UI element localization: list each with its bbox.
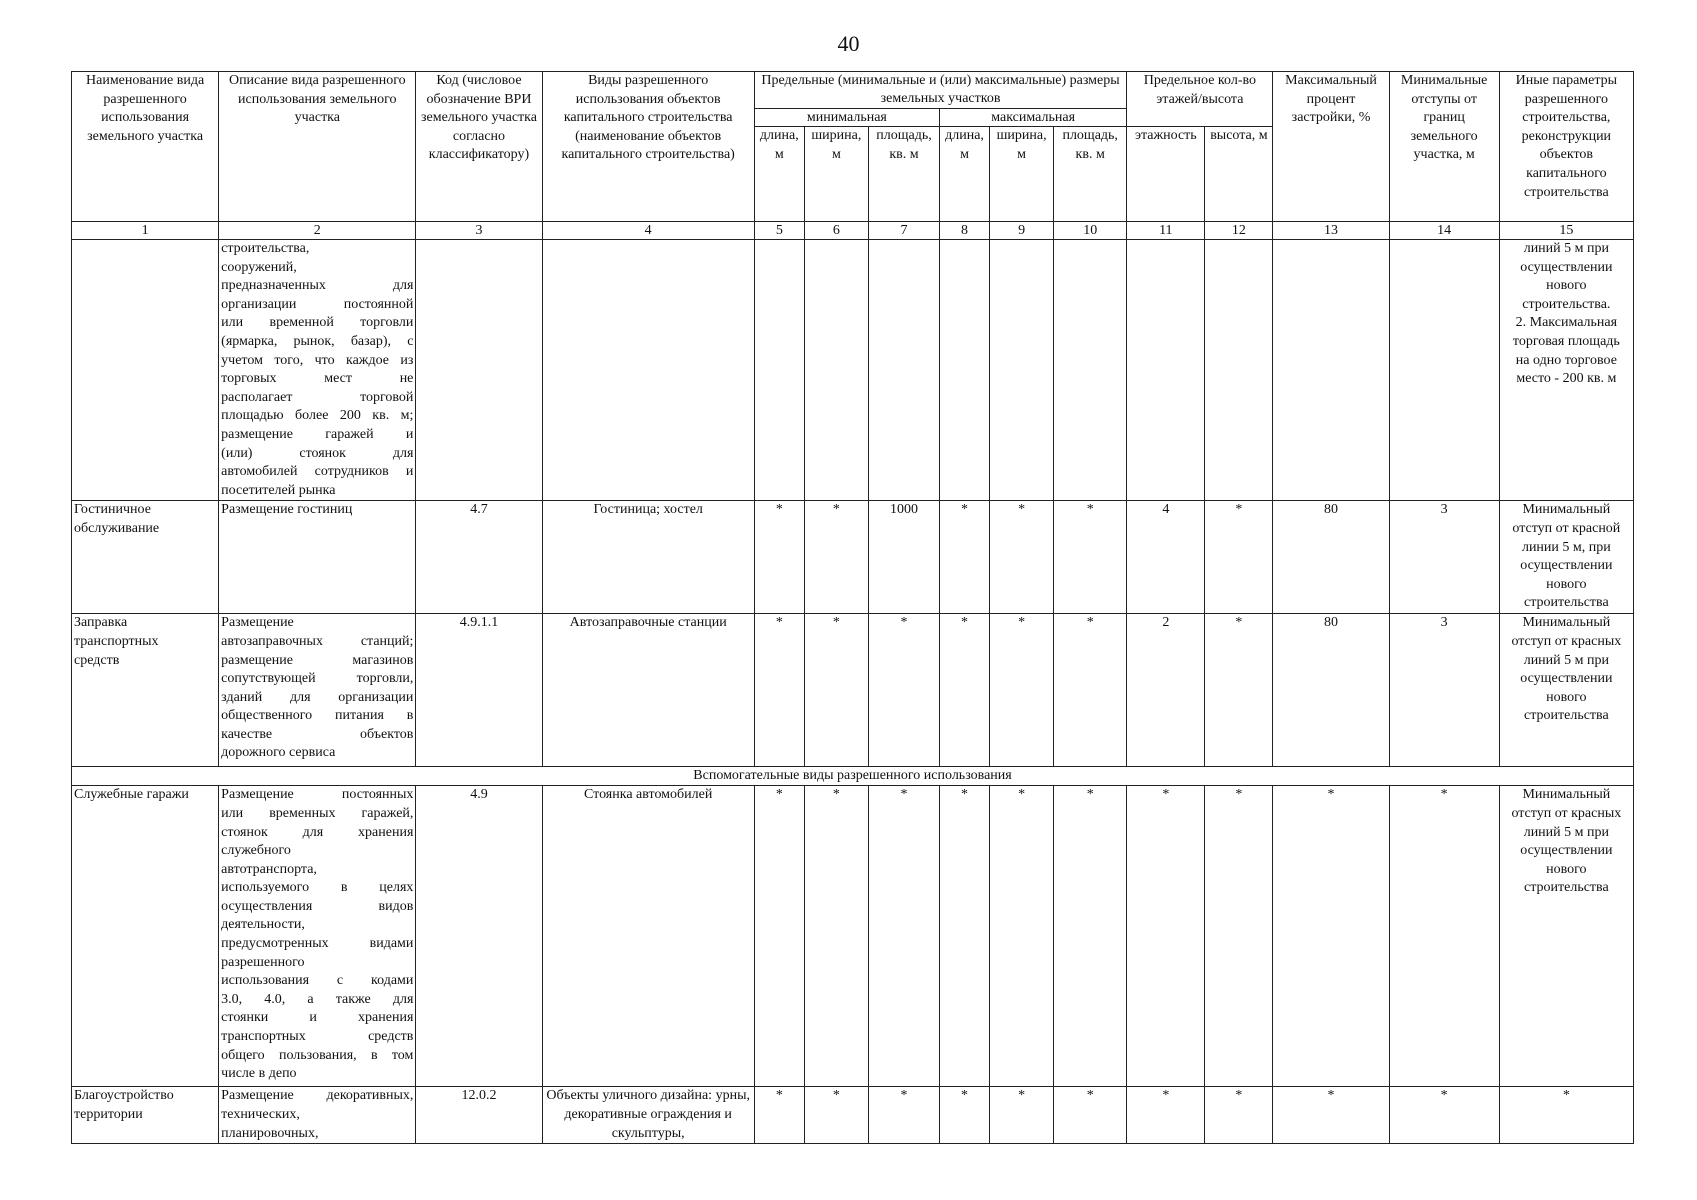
header-name: Наименование вида разрешенного использования земельного участка [72, 72, 219, 222]
header-max-coverage: Максимальный процент застройки, % [1273, 72, 1389, 222]
max-area-cell: * [1054, 1087, 1127, 1144]
max-area-cell [1054, 240, 1127, 501]
table-row [72, 1087, 1634, 1144]
other-params-cell: Минимальный отступ от красных линий 5 м при осуществлении нового строительства [1499, 614, 1633, 767]
max-coverage-cell: 80 [1273, 501, 1389, 614]
height-cell: * [1205, 614, 1273, 767]
column-number: 11 [1127, 222, 1205, 240]
min-setback-cell: * [1389, 1087, 1499, 1144]
land-use-table [71, 71, 1634, 1144]
height-cell: * [1205, 1087, 1273, 1144]
header-other-params: Иные параметры разрешенного строительства, реконструкции объектов капитального строительства [1499, 72, 1633, 222]
header-max-width: ширина, м [990, 127, 1054, 222]
max-coverage-cell: * [1273, 786, 1389, 1087]
use-description-cell: Размещение гостиниц [219, 501, 416, 614]
header-objects: Виды разрешенного использования объектов капитального строительства (наименование объектов капитального строительства) [542, 72, 754, 222]
section-title: Вспомогательные виды разрешенного использования [72, 767, 1634, 786]
column-number: 1 [72, 222, 219, 240]
header-min-width: ширина, м [804, 127, 868, 222]
header-minimum: минимальная [754, 109, 939, 127]
column-number: 14 [1389, 222, 1499, 240]
column-number: 2 [219, 222, 416, 240]
other-params-cell: Минимальный отступ от красных линий 5 м при осуществлении нового строительства [1499, 786, 1633, 1087]
max-length-cell: * [940, 614, 990, 767]
min-area-cell: 1000 [868, 501, 939, 614]
min-setback-cell: 3 [1389, 501, 1499, 614]
vri-code-cell: 12.0.2 [416, 1087, 542, 1144]
header-max-area: площадь, кв. м [1054, 127, 1127, 222]
column-number: 8 [940, 222, 990, 240]
floors-cell [1127, 240, 1205, 501]
table-row [72, 614, 1634, 767]
column-numbers-row [72, 222, 1634, 240]
use-name-cell: Гостиничное обслуживание [72, 501, 219, 614]
column-number: 12 [1205, 222, 1273, 240]
table-body [72, 240, 1634, 1144]
min-area-cell: * [868, 614, 939, 767]
header-floors: этажность [1127, 127, 1205, 222]
floors-cell: * [1127, 1087, 1205, 1144]
floors-cell: 4 [1127, 501, 1205, 614]
column-number: 9 [990, 222, 1054, 240]
header-floors-height: Предельное кол-во этажей/высота [1127, 72, 1273, 127]
column-number: 13 [1273, 222, 1389, 240]
table-row [72, 240, 1634, 501]
max-width-cell: * [990, 501, 1054, 614]
floors-cell: 2 [1127, 614, 1205, 767]
max-area-cell: * [1054, 614, 1127, 767]
section-row [72, 767, 1634, 786]
capital-objects-cell: Объекты уличного дизайна: урны, декоративные ограждения и скульптуры, [542, 1087, 754, 1144]
min-setback-cell: * [1389, 786, 1499, 1087]
vri-code-cell: 4.9.1.1 [416, 614, 542, 767]
vri-code-cell [416, 240, 542, 501]
min-width-cell: * [804, 614, 868, 767]
height-cell: * [1205, 786, 1273, 1087]
header-maximum: максимальная [940, 109, 1127, 127]
use-description-cell: Размещение постоянных или временных гаражей, стоянок для хранения служебного автотранспорта, используемого в целях осуществления видов деятельности, предусмотренных видами разрешенного использования с кодами 3.0, 4.0, а также для стоянки и хранения транспортных средств общего пользования, в том числе в депо [219, 786, 416, 1087]
max-coverage-cell: * [1273, 1087, 1389, 1144]
max-coverage-cell [1273, 240, 1389, 501]
capital-objects-cell: Гостиница; хостел [542, 501, 754, 614]
header-height: высота, м [1205, 127, 1273, 222]
min-width-cell: * [804, 1087, 868, 1144]
use-description-cell: строительства, сооружений, предназначенных для организации постоянной или временной торговли (ярмарка, рынок, базар), с учетом того, что каждое из торговых мест не располагает торговой площадью более 200 кв. м; размещение гаражей и (или) стоянок для автомобилей сотрудников и посетителей рынка [219, 240, 416, 501]
header-description: Описание вида разрешенного использования земельного участка [219, 72, 416, 222]
min-length-cell: * [754, 1087, 804, 1144]
header-min-area: площадь, кв. м [868, 127, 939, 222]
column-number: 4 [542, 222, 754, 240]
max-length-cell: * [940, 786, 990, 1087]
header-plot-limits: Предельные (минимальные и (или) максимальные) размеры земельных участков [754, 72, 1126, 109]
max-area-cell: * [1054, 501, 1127, 614]
capital-objects-cell: Стоянка автомобилей [542, 786, 754, 1087]
min-area-cell: * [868, 1087, 939, 1144]
max-length-cell: * [940, 501, 990, 614]
min-setback-cell [1389, 240, 1499, 501]
other-params-cell: линий 5 м при осуществлении нового строительства. 2. Максимальная торговая площадь на одно торговое место - 200 кв. м [1499, 240, 1633, 501]
floors-cell: * [1127, 786, 1205, 1087]
min-length-cell [754, 240, 804, 501]
column-number: 10 [1054, 222, 1127, 240]
use-description-cell: Размещение автозаправочных станций; размещение магазинов сопутствующей торговли, зданий для организации общественного питания в качестве объектов дорожного сервиса [219, 614, 416, 767]
min-length-cell: * [754, 786, 804, 1087]
max-area-cell: * [1054, 786, 1127, 1087]
column-number: 7 [868, 222, 939, 240]
header-min-setbacks: Минимальные отступы от границ земельного участка, м [1389, 72, 1499, 222]
capital-objects-cell: Автозаправочные станции [542, 614, 754, 767]
use-name-cell [72, 240, 219, 501]
height-cell: * [1205, 501, 1273, 614]
min-width-cell: * [804, 786, 868, 1087]
table-row [72, 501, 1634, 614]
min-area-cell [868, 240, 939, 501]
column-number: 3 [416, 222, 542, 240]
use-name-cell: Благоустройство территории [72, 1087, 219, 1144]
min-area-cell: * [868, 786, 939, 1087]
max-length-cell: * [940, 1087, 990, 1144]
other-params-cell: Минимальный отступ от красной линии 5 м, при осуществлении нового строительства [1499, 501, 1633, 614]
max-width-cell [990, 240, 1054, 501]
min-length-cell: * [754, 614, 804, 767]
max-coverage-cell: 80 [1273, 614, 1389, 767]
vri-code-cell: 4.7 [416, 501, 542, 614]
max-width-cell: * [990, 786, 1054, 1087]
header-code: Код (числовое обозначение ВРИ земельного участка согласно классификатору) [416, 72, 542, 222]
min-width-cell [804, 240, 868, 501]
use-description-cell: Размещение декоративных, технических, планировочных, [219, 1087, 416, 1144]
vri-code-cell: 4.9 [416, 786, 542, 1087]
header-max-length: длина, м [940, 127, 990, 222]
height-cell [1205, 240, 1273, 501]
header-min-length: длина, м [754, 127, 804, 222]
column-number: 6 [804, 222, 868, 240]
max-width-cell: * [990, 1087, 1054, 1144]
max-width-cell: * [990, 614, 1054, 767]
min-width-cell: * [804, 501, 868, 614]
column-number: 15 [1499, 222, 1633, 240]
max-length-cell [940, 240, 990, 501]
use-name-cell: Заправка транспортных средств [72, 614, 219, 767]
min-setback-cell: 3 [1389, 614, 1499, 767]
min-length-cell: * [754, 501, 804, 614]
capital-objects-cell [542, 240, 754, 501]
page-number: 40 [837, 31, 860, 56]
use-name-cell: Служебные гаражи [72, 786, 219, 1087]
other-params-cell: * [1499, 1087, 1633, 1144]
column-number: 5 [754, 222, 804, 240]
table-row [72, 786, 1634, 1087]
